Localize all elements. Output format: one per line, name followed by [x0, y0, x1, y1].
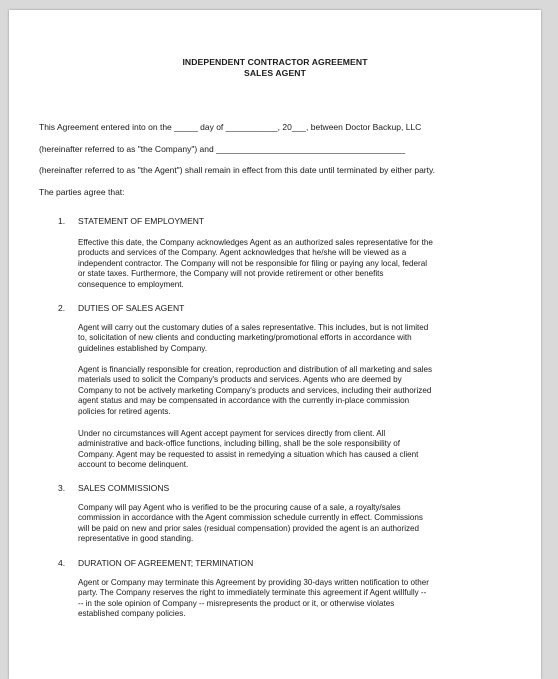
section-heading	[58, 303, 184, 313]
section-title: SALES COMMISSIONS	[78, 483, 170, 493]
paragraph	[78, 365, 518, 417]
paragraph-line: Effective this date, the Company acknowledges Agent as an authorized sales representative for the	[78, 238, 433, 247]
paragraph-line: Agent will carry out the customary duties of a sales representative. This includes, but is not limited	[78, 323, 429, 332]
section-heading	[58, 216, 204, 226]
paragraph	[78, 503, 518, 545]
paragraph-line: Agent is financially responsible for creation, reproduction and distribution of all marketing and sales	[78, 365, 433, 374]
paragraph-line: to, solicitation of new clients and conducting marketing/promotional efforts in accordance with	[78, 333, 412, 343]
paragraph-line: administrative and back-office functions, including billing, shall be the sole responsibility of	[78, 439, 400, 449]
paragraph-line: Company. Agent may be requested to assist in remedying a situation which has caused a client	[78, 449, 419, 459]
paragraph	[78, 238, 518, 290]
paragraph-line: or state taxes. Furthermore, the Company will not provide retirement or other benefits	[78, 269, 384, 279]
intro-line: This Agreement entered into on the _____ day of ___________, 20___, between Doctor Backup, LLC	[39, 122, 422, 132]
paragraph-line: -- in the sole opinion of Company -- misrepresents the product or it, or otherwise violates	[78, 598, 395, 608]
paragraph-line: consequence to employment.	[78, 279, 184, 289]
paragraph-line: commission in accordance with the Agent commission schedule currently in effect. Commissions	[78, 513, 423, 523]
section-title: STATEMENT OF EMPLOYMENT	[78, 216, 205, 226]
paragraph-line: independent contractor. The Company will not be responsible for filing or paying any local, federal	[78, 258, 427, 268]
paragraph-line: will be paid on new and prior sales (residual compensation) provided the agent is an authorized	[78, 523, 420, 533]
section-heading	[58, 558, 253, 568]
paragraph-line: agent status and may be compensated in accordance with the currently in-place commission	[78, 396, 410, 406]
section-number: 1.	[58, 216, 66, 226]
paragraph-line: representative in good standing.	[78, 534, 194, 544]
paragraph-line: Under no circumstances will Agent accept payment for services directly from client. All	[78, 429, 386, 438]
paragraph-line: Company will pay Agent who is verified to be the procuring cause of a sale, a royalty/sales	[78, 503, 401, 512]
document-subtitle: SALES AGENT	[244, 68, 306, 78]
section-number: 3.	[58, 483, 66, 493]
paragraph-line: party. The Company reserves the right to immediately terminate this agreement if Agent willfully --	[78, 588, 427, 598]
paragraph-line: established company policies.	[78, 609, 186, 619]
document-title: INDEPENDENT CONTRACTOR AGREEMENT	[182, 57, 368, 67]
paragraph-line: guidelines established by Company.	[78, 343, 207, 353]
intro-line: (hereinafter referred to as "the Company") and ________________________________________	[39, 144, 406, 154]
paragraph-line: account to become delinquent.	[78, 460, 189, 470]
paragraph-line: policies for retired agents.	[78, 406, 171, 416]
section-title: DUTIES OF SALES AGENT	[78, 303, 185, 313]
paragraph-line: materials used to solicit the Company's products and services. Agents who are deemed by	[78, 375, 402, 385]
section-heading	[58, 483, 169, 493]
paragraph	[78, 429, 518, 471]
section-number: 2.	[58, 303, 66, 313]
paragraph-line: Agent or Company may terminate this Agreement by providing 30-days written notification to other	[78, 578, 429, 587]
section-title: DURATION OF AGREEMENT; TERMINATION	[78, 558, 254, 568]
paragraph	[78, 323, 518, 354]
document-page	[9, 10, 541, 679]
intro-line: (hereinafter referred to as "the Agent") shall remain in effect from this date until terminated by either party.	[39, 165, 435, 175]
paragraph-line: Company to not be actively marketing Company's products and services, including their authorized	[78, 385, 432, 395]
intro-line: The parties agree that:	[39, 187, 125, 197]
paragraph	[78, 578, 518, 620]
section-number: 4.	[58, 558, 66, 568]
paragraph-line: products and services of the Company. Agent acknowledges that he/she will be viewed as a	[78, 248, 407, 258]
